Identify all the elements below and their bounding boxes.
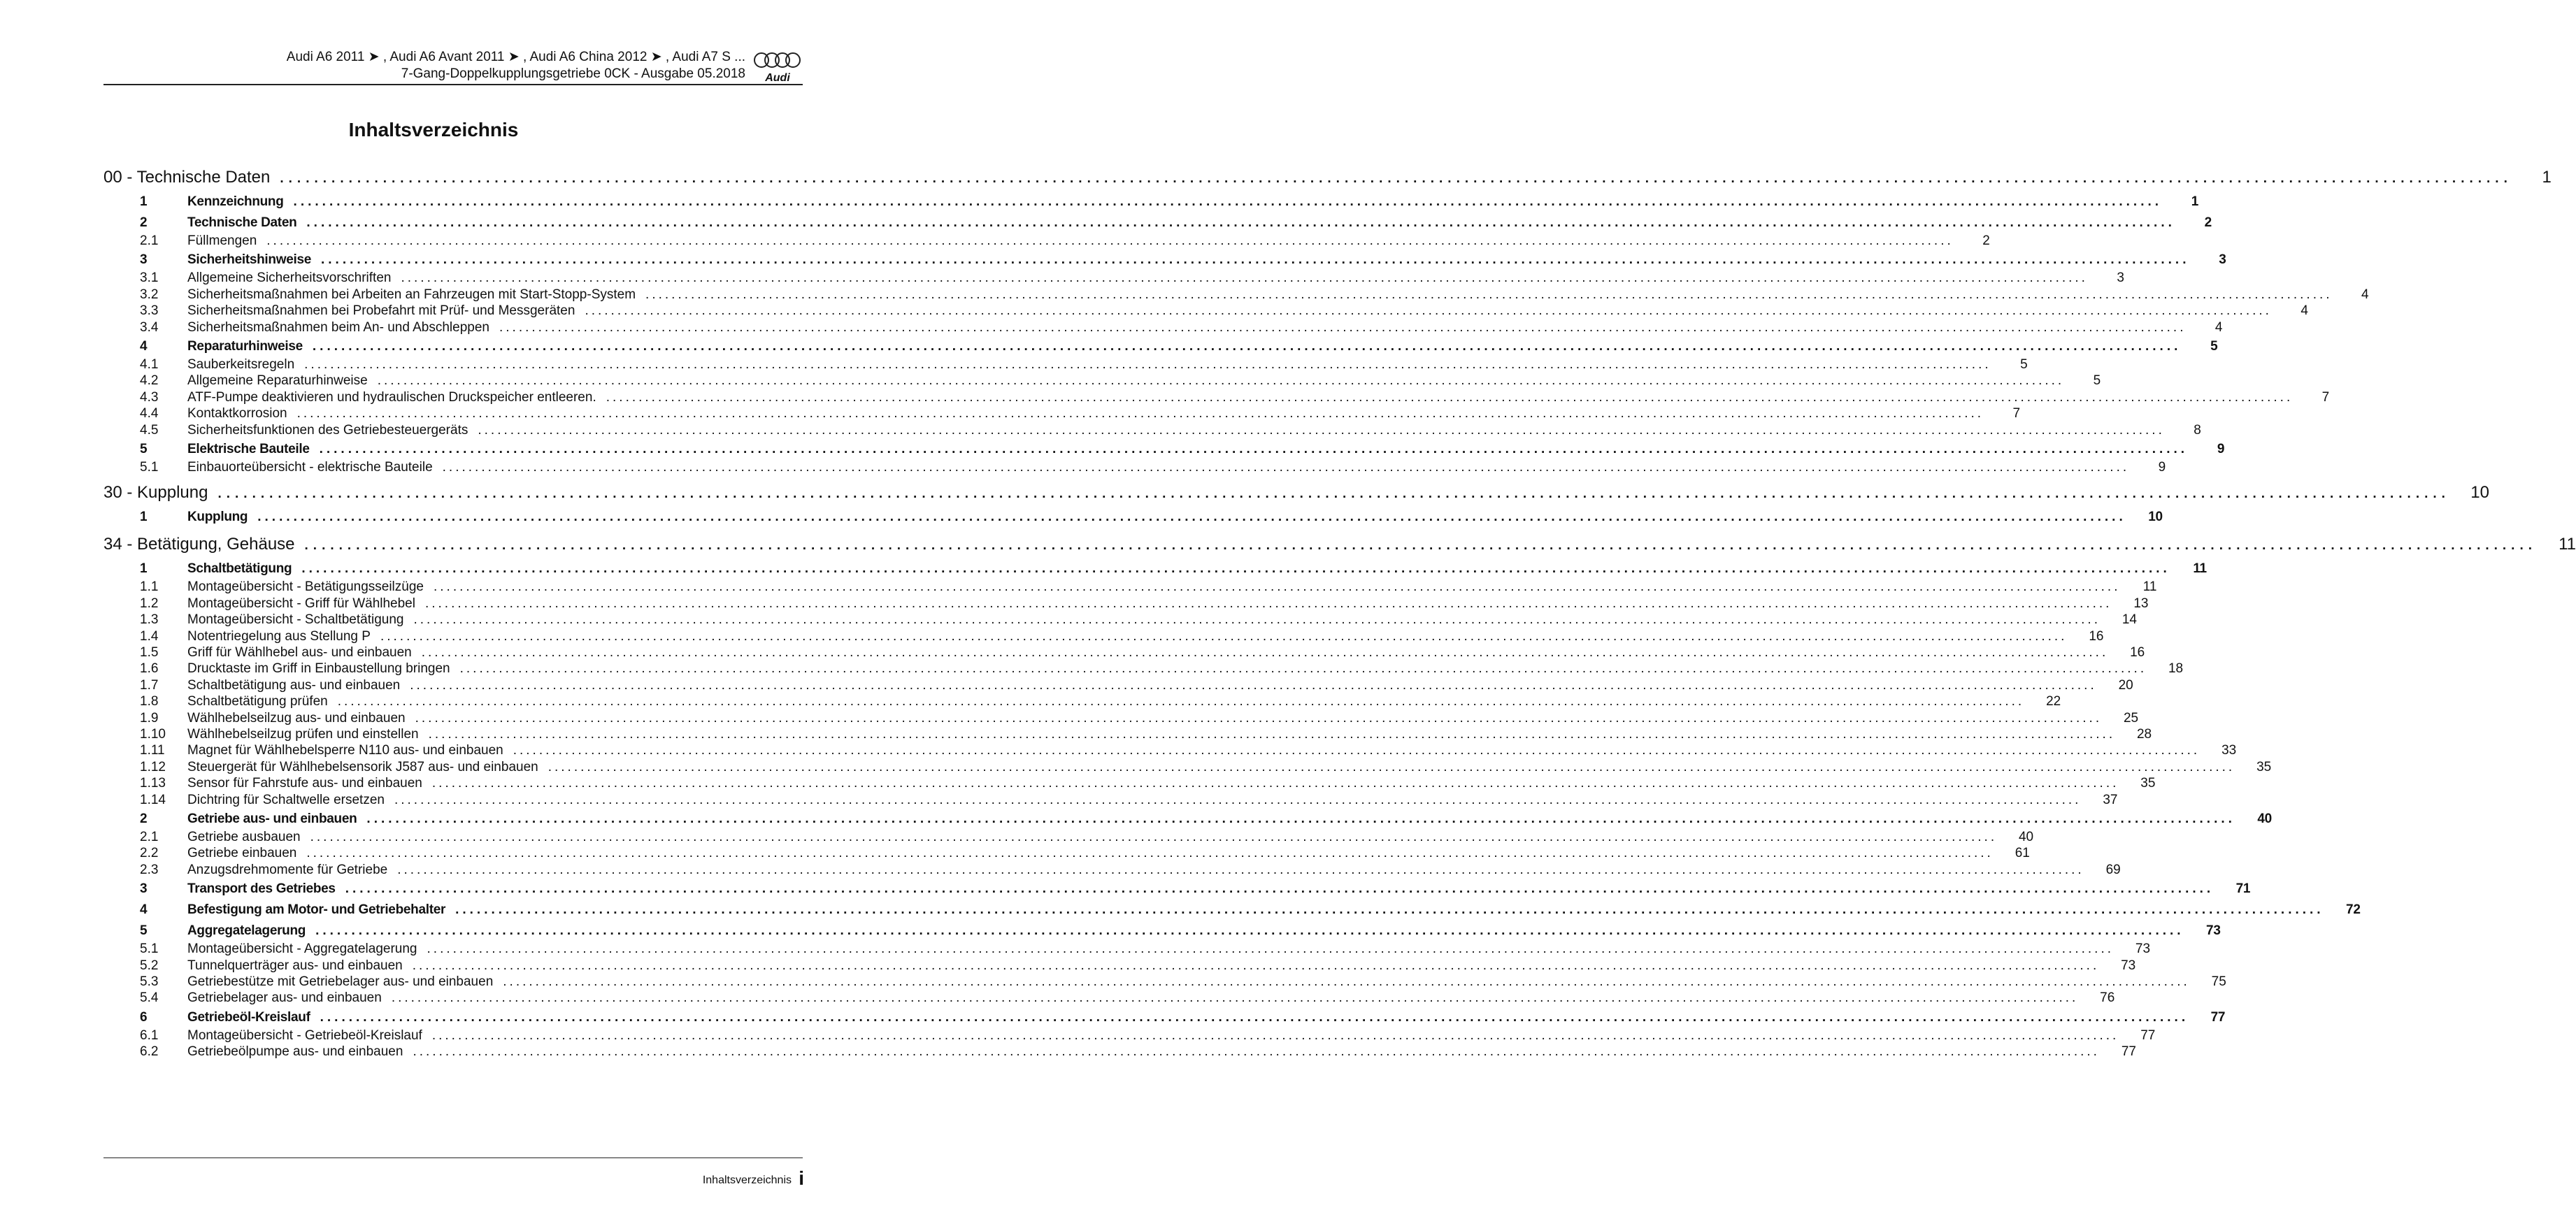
toc-entry-number: 1.7 bbox=[140, 677, 159, 693]
dot-leader: .................................................................................................................................................................................................................................................................... bbox=[412, 958, 2100, 973]
toc-entry-page: 11 bbox=[2142, 579, 2157, 595]
toc-entry-title: Elektrische Bauteile bbox=[187, 442, 310, 456]
dot-leader: .................................................................................................................................................................................................................................................................... bbox=[433, 579, 2121, 595]
toc-entry-chapter[interactable] bbox=[103, 483, 2489, 507]
toc-entry-page: 2 bbox=[2204, 215, 2212, 230]
toc-entry-page: 4 bbox=[2300, 303, 2308, 319]
toc-entry-section[interactable] bbox=[103, 339, 2218, 357]
toc-entry-number: 4.3 bbox=[140, 389, 159, 405]
dot-leader: .................................................................................................................................................................................................................................................................... bbox=[266, 233, 1954, 248]
toc-entry-sub[interactable] bbox=[103, 776, 2156, 794]
toc-entry-number: 5.3 bbox=[140, 974, 159, 989]
toc-entry-sub[interactable] bbox=[103, 271, 2124, 289]
toc-entry-number: 2 bbox=[140, 215, 148, 230]
dot-leader: .................................................................................................................................................................................................................................................................... bbox=[280, 171, 2512, 186]
toc-entry-number: 4 bbox=[140, 902, 148, 918]
toc-entry-number: 1.1 bbox=[140, 579, 159, 595]
toc-entry-page: 16 bbox=[2130, 645, 2145, 660]
page-title: Inhaltsverzeichnis bbox=[348, 119, 519, 140]
toc-entry-page: 9 bbox=[2217, 442, 2225, 456]
dot-leader: .................................................................................................................................................................................................................................................................... bbox=[315, 923, 2184, 939]
toc-entry-sub[interactable] bbox=[103, 233, 1990, 252]
toc-entry-number: 4.2 bbox=[140, 373, 159, 389]
dot-leader: .................................................................................................................................................................................................................................................................... bbox=[459, 661, 2147, 677]
dot-leader: .................................................................................................................................................................................................................................................................... bbox=[415, 710, 2103, 726]
toc-entry-page: 11 bbox=[2193, 561, 2207, 577]
toc-entry-title: Befestigung am Motor- und Getriebehalter bbox=[187, 902, 446, 918]
toc-entry-sub[interactable] bbox=[103, 460, 2166, 478]
dot-leader: .................................................................................................................................................................................................................................................................... bbox=[366, 812, 2235, 826]
toc-entry-page: 4 bbox=[2214, 319, 2223, 335]
toc-entry-title: Montageübersicht - Griff für Wählhebel bbox=[187, 596, 415, 611]
toc-entry-sub[interactable] bbox=[103, 958, 2136, 976]
toc-entry-page: 5 bbox=[2093, 373, 2101, 389]
toc-entry-title: 30 - Kupplung bbox=[103, 483, 208, 503]
toc-entry-title: Sicherheitsmaßnahmen bei Probefahrt mit Prüf- und Messgeräten bbox=[187, 303, 575, 319]
toc-entry-number: 6.2 bbox=[140, 1044, 159, 1060]
toc-entry-sub[interactable] bbox=[103, 759, 2272, 778]
toc-entry-section[interactable] bbox=[103, 881, 2251, 900]
dot-leader: .................................................................................................................................................................................................................................................................... bbox=[293, 194, 2163, 209]
toc-entry-number: 4.5 bbox=[140, 422, 159, 438]
toc-entry-page: 20 bbox=[2118, 677, 2133, 693]
toc-entry-page: 1 bbox=[2542, 168, 2552, 187]
toc-entry-title: Füllmengen bbox=[187, 233, 257, 248]
dot-leader: .................................................................................................................................................................................................................................................................... bbox=[345, 881, 2214, 897]
toc-entry-page: 35 bbox=[2256, 759, 2272, 774]
toc-entry-sub[interactable] bbox=[103, 319, 2223, 338]
toc-entry-title: Montageübersicht - Schaltbetätigung bbox=[187, 612, 404, 628]
toc-entry-number: 5.4 bbox=[140, 990, 159, 1006]
toc-entry-title: Sicherheitsfunktionen des Getriebesteuergeräts bbox=[187, 422, 468, 438]
toc-entry-title: Dichtring für Schaltwelle ersetzen bbox=[187, 792, 385, 807]
toc-entry-sub[interactable] bbox=[103, 287, 2369, 305]
toc-entry-sub[interactable] bbox=[103, 406, 2021, 424]
dot-leader: .................................................................................................................................................................................................................................................................... bbox=[478, 422, 2165, 438]
toc-entry-title: Getriebe einbauen bbox=[187, 846, 297, 861]
toc-entry-title: Allgemeine Sicherheitsvorschriften bbox=[187, 271, 392, 286]
toc-entry-page: 5 bbox=[2210, 339, 2218, 354]
toc-entry-section[interactable] bbox=[103, 923, 2221, 942]
toc-entry-page: 77 bbox=[2210, 1009, 2226, 1025]
toc-entry-page: 76 bbox=[2100, 990, 2115, 1006]
header-text bbox=[287, 49, 745, 82]
toc-entry-title: Sicherheitshinweise bbox=[187, 252, 311, 268]
dot-leader: .................................................................................................................................................................................................................................................................... bbox=[217, 486, 2450, 502]
toc-entry-page: 16 bbox=[2089, 628, 2104, 644]
toc-entry-section[interactable] bbox=[103, 215, 2212, 233]
dot-leader: .................................................................................................................................................................................................................................................................... bbox=[645, 287, 2333, 302]
toc-entry-title: 00 - Technische Daten bbox=[103, 168, 271, 187]
toc-entry-number: 5.1 bbox=[140, 460, 159, 475]
toc-entry-page: 3 bbox=[2219, 252, 2226, 268]
toc-entry-sub[interactable] bbox=[103, 743, 2237, 761]
dot-leader: .................................................................................................................................................................................................................................................................... bbox=[394, 792, 2082, 807]
toc-entry-section[interactable] bbox=[103, 252, 2226, 271]
header-rule bbox=[103, 84, 803, 85]
toc-entry-number: 6.1 bbox=[140, 1027, 159, 1043]
toc-entry-title: Tunnelquerträger aus- und einbauen bbox=[187, 958, 403, 973]
toc-entry-number: 1 bbox=[140, 510, 148, 525]
toc-entry-number: 1.13 bbox=[140, 776, 166, 791]
toc-entry-page: 7 bbox=[2012, 406, 2021, 421]
toc-entry-title: Technische Daten bbox=[187, 215, 297, 230]
toc-entry-number: 2.1 bbox=[140, 830, 159, 844]
toc-entry-number: 1.6 bbox=[140, 661, 159, 677]
header-manual: 7-Gang-Doppelkupplungsgetriebe 0CK - Ausgabe 05.2018 bbox=[401, 66, 745, 81]
toc-entry-number: 2.2 bbox=[140, 846, 159, 861]
toc-entry-page: 73 bbox=[2135, 942, 2151, 957]
toc-entry-title: Getriebelager aus- und einbauen bbox=[187, 990, 382, 1006]
toc-entry-page: 14 bbox=[2121, 612, 2137, 628]
toc-entry-title: Griff für Wählhebel aus- und einbauen bbox=[187, 645, 412, 660]
dot-leader: .................................................................................................................................................................................................................................................................... bbox=[377, 373, 2065, 389]
dot-leader: .................................................................................................................................................................................................................................................................... bbox=[320, 252, 2190, 268]
toc-entry-title: Aggregatelagerung bbox=[187, 923, 306, 939]
toc-entry-number: 1.12 bbox=[140, 759, 166, 774]
toc-entry-sub[interactable] bbox=[103, 373, 2101, 391]
toc-entry-title: Montageübersicht - Betätigungsseilzüge bbox=[187, 579, 424, 595]
toc-entry-number: 3 bbox=[140, 252, 148, 268]
toc-entry-number: 3.1 bbox=[140, 271, 159, 286]
toc-entry-title: Sensor für Fahrstufe aus- und einbauen bbox=[187, 776, 422, 791]
toc-entry-page: 4 bbox=[2361, 287, 2369, 302]
dot-leader: .................................................................................................................................................................................................................................................................... bbox=[503, 974, 2190, 989]
toc-entry-section[interactable] bbox=[103, 561, 2207, 579]
toc-entry-title: Getriebeölpumpe aus- und einbauen bbox=[187, 1044, 403, 1060]
footer-page-number: i bbox=[799, 1167, 804, 1189]
toc-entry-number: 1.10 bbox=[140, 727, 166, 742]
toc-entry-sub[interactable] bbox=[103, 694, 2061, 712]
dot-leader: .................................................................................................................................................................................................................................................................... bbox=[304, 538, 2538, 554]
dot-leader: .................................................................................................................................................................................................................................................................... bbox=[397, 862, 2084, 877]
toc-entry-sub[interactable] bbox=[103, 830, 2034, 848]
toc-entry-page: 11 bbox=[2559, 535, 2576, 554]
toc-entry-page: 33 bbox=[2221, 743, 2237, 758]
audi-logo-text: Audi bbox=[765, 72, 790, 84]
dot-leader: .................................................................................................................................................................................................................................................................... bbox=[257, 510, 2126, 525]
toc-entry-number: 1 bbox=[140, 194, 148, 209]
toc-entry-number: 5 bbox=[140, 923, 148, 939]
toc-entry-number: 6 bbox=[140, 1009, 148, 1025]
toc-entry-number: 4 bbox=[140, 339, 148, 354]
dot-leader: .................................................................................................................................................................................................................................................................... bbox=[499, 319, 2187, 335]
toc-entry-section[interactable] bbox=[103, 812, 2272, 830]
toc-entry-page: 10 bbox=[2470, 483, 2489, 503]
toc-entry-sub[interactable] bbox=[103, 628, 2104, 647]
toc-entry-sub[interactable] bbox=[103, 389, 2330, 408]
toc-entry-number: 1.9 bbox=[140, 710, 159, 726]
toc-entry-title: Getriebe aus- und einbauen bbox=[187, 812, 357, 826]
toc-entry-sub[interactable] bbox=[103, 357, 2028, 375]
toc-entry-title: Schaltbetätigung prüfen bbox=[187, 694, 328, 709]
toc-entry-sub[interactable] bbox=[103, 792, 2118, 811]
toc-entry-page: 77 bbox=[2121, 1044, 2136, 1060]
toc-entry-sub[interactable] bbox=[103, 661, 2184, 679]
toc-entry-page: 5 bbox=[2020, 357, 2028, 372]
toc-entry-sub[interactable] bbox=[103, 1044, 2136, 1062]
document-header bbox=[103, 49, 803, 85]
toc-entry-page: 73 bbox=[2121, 958, 2136, 973]
toc-entry-title: Allgemeine Reparaturhinweise bbox=[187, 373, 368, 389]
dot-leader: .................................................................................................................................................................................................................................................................... bbox=[428, 727, 2116, 742]
toc-entry-title: Sauberkeitsregeln bbox=[187, 357, 295, 372]
dot-leader: .................................................................................................................................................................................................................................................................... bbox=[413, 612, 2101, 628]
toc-entry-section[interactable] bbox=[103, 510, 2163, 528]
toc-entry-title: Transport des Getriebes bbox=[187, 881, 336, 897]
toc-entry-sub[interactable] bbox=[103, 846, 2030, 864]
toc-entry-section[interactable] bbox=[103, 194, 2199, 212]
toc-entry-number: 3.3 bbox=[140, 303, 159, 319]
toc-entry-sub[interactable] bbox=[103, 727, 2152, 745]
toc-entry-page: 18 bbox=[2168, 661, 2184, 677]
toc-entry-title: Kennzeichnung bbox=[187, 194, 284, 209]
toc-entry-sub[interactable] bbox=[103, 579, 2157, 598]
toc-entry-sub[interactable] bbox=[103, 1027, 2156, 1046]
toc-entry-page: 72 bbox=[2346, 902, 2361, 918]
toc-entry-section[interactable] bbox=[103, 1009, 2226, 1028]
dot-leader: .................................................................................................................................................................................................................................................................... bbox=[424, 596, 2112, 611]
toc-entry-number: 2.1 bbox=[140, 233, 159, 248]
dot-leader: .................................................................................................................................................................................................................................................................... bbox=[442, 460, 2130, 475]
toc-entry-section[interactable] bbox=[103, 442, 2225, 460]
dot-leader: .................................................................................................................................................................................................................................................................... bbox=[306, 846, 1994, 861]
toc-entry-page: 7 bbox=[2321, 389, 2330, 405]
toc-entry-number: 2 bbox=[140, 812, 148, 826]
toc-entry-chapter[interactable] bbox=[103, 535, 2576, 558]
toc-entry-page: 40 bbox=[2257, 812, 2272, 826]
toc-entry-title: Montageübersicht - Aggregatelagerung bbox=[187, 942, 417, 957]
toc-entry-sub[interactable] bbox=[103, 990, 2115, 1009]
toc-entry-title: Sicherheitsmaßnahmen bei Arbeiten an Fahrzeugen mit Start-Stopp-System bbox=[187, 287, 636, 302]
dot-leader: .................................................................................................................................................................................................................................................................... bbox=[312, 339, 2182, 354]
dot-leader: .................................................................................................................................................................................................................................................................... bbox=[585, 303, 2272, 319]
dot-leader: .................................................................................................................................................................................................................................................................... bbox=[320, 1009, 2189, 1025]
toc-entry-page: 77 bbox=[2140, 1027, 2156, 1043]
toc-entry-page: 71 bbox=[2235, 881, 2251, 897]
dot-leader: .................................................................................................................................................................................................................................................................... bbox=[431, 1027, 2119, 1043]
toc-entry-sub[interactable] bbox=[103, 596, 2149, 614]
toc-entry-title: Kontaktkorrosion bbox=[187, 406, 287, 421]
dot-leader: .................................................................................................................................................................................................................................................................... bbox=[337, 694, 2025, 709]
toc-entry-number: 1.2 bbox=[140, 596, 159, 611]
toc-entry-title: Kupplung bbox=[187, 510, 248, 525]
toc-entry-page: 35 bbox=[2140, 776, 2156, 791]
toc-entry-page: 1 bbox=[2191, 194, 2199, 209]
toc-entry-title: Schaltbetätigung aus- und einbauen bbox=[187, 677, 401, 693]
toc-entry-title: Sicherheitsmaßnahmen beim An- und Abschleppen bbox=[187, 319, 489, 335]
toc-entry-number: 3.4 bbox=[140, 319, 159, 335]
toc-entry-page: 73 bbox=[2206, 923, 2221, 939]
toc-entry-title: Getriebe ausbauen bbox=[187, 830, 301, 844]
audi-logo bbox=[752, 50, 803, 84]
toc-entry-title: 34 - Betätigung, Gehäuse bbox=[103, 535, 295, 554]
dot-leader: .................................................................................................................................................................................................................................................................... bbox=[427, 942, 2115, 957]
toc-entry-number: 1.4 bbox=[140, 628, 159, 644]
toc-entry-title: Reparaturhinweise bbox=[187, 339, 303, 354]
toc-entry-number: 1.14 bbox=[140, 792, 166, 807]
dot-leader: .................................................................................................................................................................................................................................................................... bbox=[319, 442, 2189, 456]
toc-entry-number: 1.3 bbox=[140, 612, 159, 628]
header-models: Audi A6 2011 ➤ , Audi A6 Avant 2011 ➤ , Audi A6 China 2012 ➤ , Audi A7 S ... bbox=[286, 50, 745, 64]
dot-leader: .................................................................................................................................................................................................................................................................... bbox=[310, 830, 1998, 844]
toc-entry-page: 22 bbox=[2046, 694, 2061, 709]
toc-entry-number: 4.4 bbox=[140, 406, 159, 421]
toc-entry-number: 1 bbox=[140, 561, 148, 577]
toc-entry-sub[interactable] bbox=[103, 710, 2139, 729]
toc-entry-page: 28 bbox=[2136, 727, 2152, 742]
toc-entry-sub[interactable] bbox=[103, 974, 2226, 993]
toc-entry-number: 3.2 bbox=[140, 287, 159, 302]
dot-leader: .................................................................................................................................................................................................................................................................... bbox=[413, 1044, 2100, 1060]
dot-leader: .................................................................................................................................................................................................................................................................... bbox=[410, 677, 2097, 693]
toc-entry-page: 37 bbox=[2103, 792, 2118, 807]
toc-entry-title: Magnet für Wählhebelsperre N110 aus- und einbauen bbox=[187, 743, 503, 758]
toc-entry-page: 10 bbox=[2148, 510, 2163, 525]
footer-label: Inhaltsverzeichnis bbox=[702, 1174, 792, 1186]
toc-entry-title: Wählhebelseilzug aus- und einbauen bbox=[187, 710, 406, 726]
toc-entry-number: 5.2 bbox=[140, 958, 159, 973]
dot-leader: .................................................................................................................................................................................................................................................................... bbox=[455, 902, 2324, 918]
dot-leader: .................................................................................................................................................................................................................................................................... bbox=[421, 645, 2109, 660]
toc-entry-sub[interactable] bbox=[103, 942, 2151, 960]
toc-entry-section[interactable] bbox=[103, 902, 2361, 921]
toc-entry-title: Schaltbetätigung bbox=[187, 561, 292, 577]
dot-leader: .................................................................................................................................................................................................................................................................... bbox=[431, 776, 2119, 791]
dot-leader: .................................................................................................................................................................................................................................................................... bbox=[606, 389, 2294, 405]
toc-entry-page: 3 bbox=[2117, 271, 2124, 286]
toc-entry-page: 2 bbox=[1982, 233, 1990, 248]
toc-entry-page: 13 bbox=[2133, 596, 2149, 611]
dot-leader: .................................................................................................................................................................................................................................................................... bbox=[380, 628, 2068, 644]
toc-entry-chapter[interactable] bbox=[103, 168, 2552, 192]
toc-entry-title: Steuergerät für Wählhebelsensorik J587 aus- und einbauen bbox=[187, 759, 538, 774]
toc-entry-number: 5 bbox=[140, 442, 148, 456]
toc-entry-page: 61 bbox=[2015, 846, 2030, 861]
toc-entry-page: 25 bbox=[2123, 710, 2139, 726]
dot-leader: .................................................................................................................................................................................................................................................................... bbox=[296, 406, 1984, 421]
toc-entry-title: Getriebeöl-Kreislauf bbox=[187, 1009, 310, 1025]
toc-entry-number: 4.1 bbox=[140, 357, 159, 372]
toc-entry-title: Getriebestütze mit Getriebelager aus- und einbauen bbox=[187, 974, 494, 989]
dot-leader: .................................................................................................................................................................................................................................................................... bbox=[401, 271, 2088, 286]
toc-entry-title: Montageübersicht - Getriebeöl-Kreislauf bbox=[187, 1027, 422, 1043]
toc-entry-number: 5.1 bbox=[140, 942, 159, 957]
dot-leader: .................................................................................................................................................................................................................................................................... bbox=[548, 759, 2235, 774]
toc-entry-sub[interactable] bbox=[103, 303, 2308, 322]
dot-leader: .................................................................................................................................................................................................................................................................... bbox=[391, 990, 2079, 1006]
toc-entry-title: Drucktaste im Griff in Einbaustellung bringen bbox=[187, 661, 450, 677]
toc-entry-number: 1.11 bbox=[140, 743, 165, 758]
toc-entry-sub[interactable] bbox=[103, 862, 2121, 881]
toc-entry-page: 9 bbox=[2158, 460, 2166, 475]
toc-entry-number: 2.3 bbox=[140, 862, 159, 877]
dot-leader: .................................................................................................................................................................................................................................................................... bbox=[306, 215, 2175, 230]
toc-entry-sub[interactable] bbox=[103, 612, 2137, 630]
toc-entry-title: Wählhebelseilzug prüfen und einstellen bbox=[187, 727, 419, 742]
toc-entry-number: 1.8 bbox=[140, 694, 159, 709]
toc-entry-number: 1.5 bbox=[140, 645, 159, 660]
toc-entry-page: 8 bbox=[2194, 422, 2201, 438]
toc-entry-page: 69 bbox=[2105, 862, 2121, 877]
toc-entry-title: Einbauorteübersicht - elektrische Bauteile bbox=[187, 460, 433, 475]
dot-leader: .................................................................................................................................................................................................................................................................... bbox=[304, 357, 1991, 372]
toc-entry-page: 75 bbox=[2211, 974, 2226, 989]
toc-entry-title: ATF-Pumpe deaktivieren und hydraulischen Druckspeicher entleeren. bbox=[187, 389, 596, 405]
toc-entry-title: Notentriegelung aus Stellung P bbox=[187, 628, 371, 644]
dot-leader: .................................................................................................................................................................................................................................................................... bbox=[513, 743, 2201, 758]
dot-leader: .................................................................................................................................................................................................................................................................... bbox=[301, 561, 2170, 577]
toc-entry-sub[interactable] bbox=[103, 677, 2133, 696]
toc-entry-title: Anzugsdrehmomente für Getriebe bbox=[187, 862, 388, 877]
toc-entry-sub[interactable] bbox=[103, 422, 2201, 441]
toc-entry-sub[interactable] bbox=[103, 645, 2145, 663]
toc-entry-page: 40 bbox=[2018, 830, 2034, 844]
toc-entry-number: 3 bbox=[140, 881, 148, 897]
